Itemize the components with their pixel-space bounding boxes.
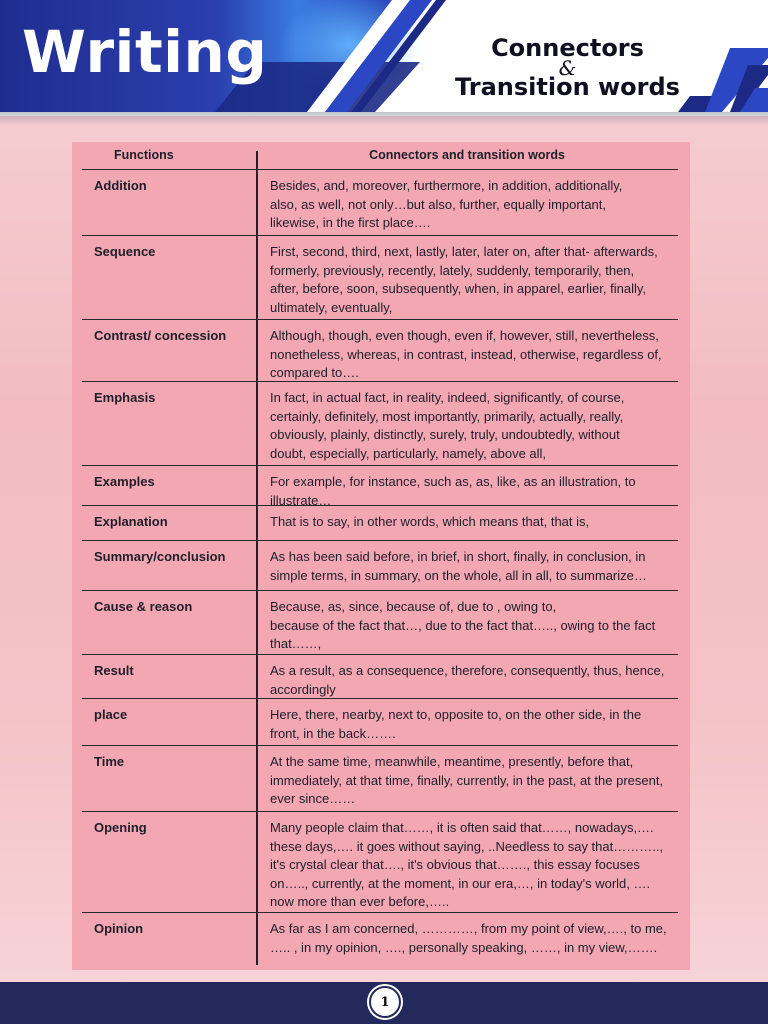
connector-line: simple terms, in summary, on the whole, all in all, to summarize… (270, 567, 647, 583)
page-number-badge: 1 (369, 986, 401, 1018)
connector-line: At the same time, meanwhile, meantime, presently, before that, (270, 754, 634, 769)
connector-line: accordingly (270, 681, 336, 697)
connector-line: As a result, as a consequence, therefore, consequently, thus, hence, (270, 663, 665, 678)
row-connectors (256, 812, 678, 912)
row-function: Emphasis (94, 390, 156, 405)
connector-line: ever since…… (270, 791, 356, 806)
connector-line: As has been said before, in brief, in short, finally, in conclusion, in (270, 549, 646, 564)
connector-line: front, in the back……. (270, 725, 396, 741)
connector-line: immediately, at that time, finally, currently, in the past, at the present, (270, 772, 664, 788)
connector-line: Here, there, nearby, next to, opposite to, on the other side, in the (270, 707, 642, 722)
connector-line: ….. , in my opinion, …., personally speaking, ……, in my view,……. (270, 939, 658, 955)
connector-line: formerly, previously, recently, lately, suddenly, temporarily, then, (270, 262, 635, 278)
connector-line: ultimately, eventually, (270, 299, 393, 315)
connector-line: obviously, plainly, distinctly, surely, truly, undoubtedly, without (270, 427, 620, 442)
connector-line: In fact, in actual fact, in reality, indeed, significantly, of course, (270, 390, 625, 405)
row-connectors (256, 170, 678, 235)
connector-line: That is to say, in other words, which means that, that is, (270, 514, 590, 529)
table-row (82, 540, 678, 590)
connector-line: also, as well, not only…but also, further, equally important, (270, 196, 607, 212)
row-function: place (94, 707, 128, 722)
row-function: Result (94, 663, 134, 678)
header-functions: Functions (114, 148, 174, 163)
connector-line: certainly, definitely, most importantly, primarily, actually, really, (270, 408, 624, 424)
row-function: Addition (94, 178, 147, 193)
table-row (82, 698, 678, 745)
table-row (82, 505, 678, 540)
connectors-table (82, 142, 678, 962)
connector-line: Because, as, since, because of, due to , owing to, (270, 599, 557, 614)
table-header-row (82, 142, 678, 169)
connector-line: compared to…. (270, 365, 359, 380)
connector-line: after, before, soon, subsequently, when, in apparel, earlier, finally, (270, 281, 647, 296)
row-function: Cause & reason (94, 599, 193, 614)
table-row (82, 381, 678, 465)
table-row (82, 465, 678, 508)
connector-line: these days,…. it goes without saying, ..Needless to say that……….., (270, 838, 664, 854)
row-function: Time (94, 754, 125, 769)
page-subtitle (455, 36, 680, 99)
subtitle-line-2: Transition words (455, 73, 680, 101)
row-connectors (256, 382, 678, 465)
row-connectors (256, 236, 678, 319)
row-function: Sequence (94, 244, 156, 259)
connector-line: For example, for instance, such as, as, like, as an illustration, to (270, 474, 636, 489)
connector-line: Besides, and, moreover, furthermore, in addition, additionally, (270, 178, 623, 193)
connector-line: likewise, in the first place…. (270, 215, 431, 230)
row-connectors (256, 655, 678, 698)
table-row (82, 811, 678, 912)
row-function: Examples (94, 474, 155, 489)
row-connectors (256, 913, 678, 962)
row-function: Opinion (94, 921, 144, 936)
table-row (82, 169, 678, 235)
row-connectors (256, 466, 678, 508)
row-function: Opening (94, 820, 147, 835)
row-function: Explanation (94, 514, 168, 529)
connector-line: doubt, especially, particularly, namely, above all, (270, 445, 547, 461)
row-connectors (256, 320, 678, 381)
subtitle-ampersand: & (558, 56, 577, 80)
page-header (0, 0, 768, 116)
connector-line: Many people claim that……, it is often said that……, nowadays,…. (270, 820, 654, 835)
table-body (82, 169, 678, 962)
connector-line: nonetheless, whereas, in contrast, instead, otherwise, regardless of, (270, 346, 662, 362)
connector-line: illustrate… (270, 492, 332, 508)
connector-line: because of the fact that…, due to the fact that….., owing to the fact (270, 617, 656, 633)
table-row (82, 235, 678, 319)
row-connectors (256, 541, 678, 590)
connector-line: First, second, third, next, lastly, later, later on, after that- afterwards, (270, 244, 658, 259)
connector-line: Although, though, even though, even if, however, still, nevertheless, (270, 328, 659, 343)
subtitle-line-1: Connectors (491, 34, 644, 62)
table-row (82, 319, 678, 381)
header-shadow (0, 112, 768, 126)
row-connectors (256, 746, 678, 811)
row-function: Summary/conclusion (94, 549, 226, 564)
connector-line: As far as I am concerned, …………, from my point of view,…., to me, (270, 921, 667, 936)
table-row (82, 590, 678, 654)
connector-line: on….., currently, at the moment, in our era,…, in today's world, …. (270, 875, 651, 891)
row-function: Contrast/ concession (94, 328, 227, 343)
brand-title: Writing (22, 18, 268, 86)
row-connectors (256, 506, 678, 540)
connector-line: now more than ever before,….. (270, 894, 450, 909)
row-connectors (256, 699, 678, 745)
table-row (82, 654, 678, 698)
table-row (82, 912, 678, 962)
header-connectors: Connectors and transition words (369, 148, 565, 163)
connector-line: it's crystal clear that…., it's obvious that……., this essay focuses (270, 857, 640, 872)
connector-line: that……, (270, 636, 322, 651)
row-connectors (256, 591, 678, 654)
table-row (82, 745, 678, 811)
